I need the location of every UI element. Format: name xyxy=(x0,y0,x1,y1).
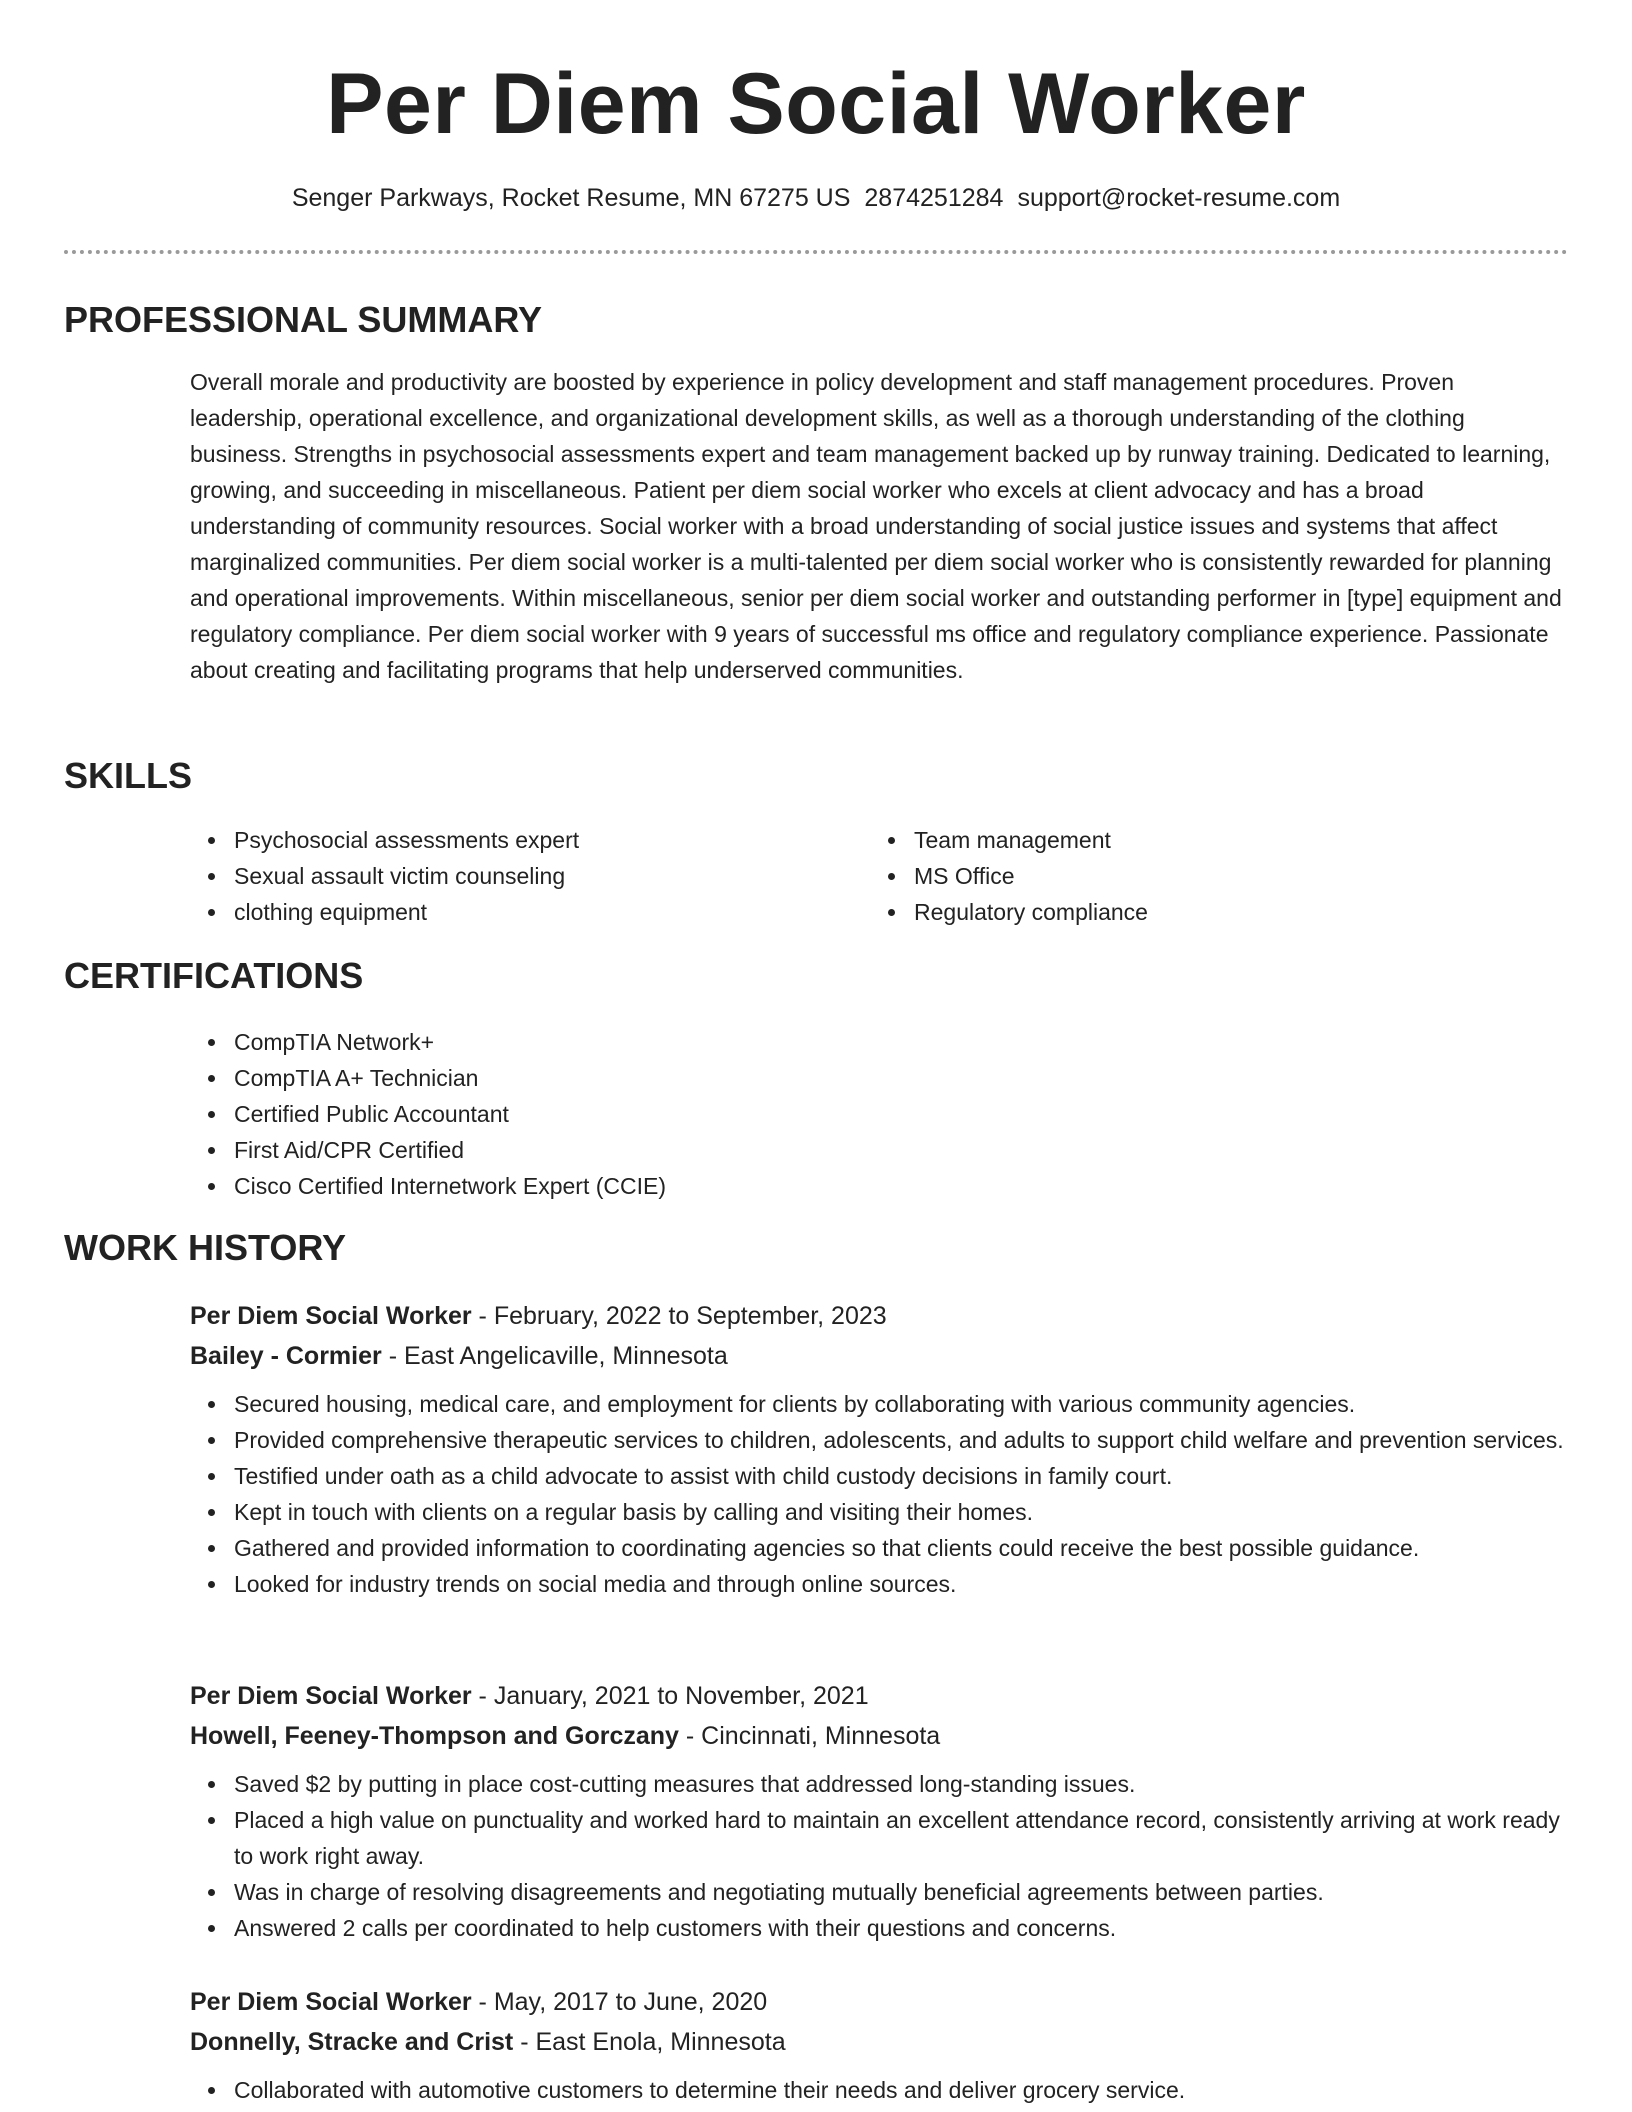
job-role: Per Diem Social Worker xyxy=(190,1988,472,2016)
job-company: Donnelly, Stracke and Crist xyxy=(190,2028,514,2056)
skills-heading: SKILLS xyxy=(64,755,193,796)
job-bullet: Answered 2 calls per coordinated to help customers with their questions and concerns. xyxy=(234,1910,1568,1946)
resume-name-title: Per Diem Social Worker xyxy=(326,56,1306,152)
job-bullets xyxy=(190,1766,1568,1946)
work-history-heading: WORK HISTORY xyxy=(64,1227,347,1268)
certification-item: First Aid/CPR Certified xyxy=(234,1132,1612,1168)
job-location: - Cincinnati, Minnesota xyxy=(678,1722,941,1750)
job-location: - East Angelicaville, Minnesota xyxy=(381,1342,728,1370)
job-bullet: Placed a high value on punctuality and worked hard to maintain an excellent attendance record, consistently arriving at work ready to work right away. xyxy=(234,1802,1568,1874)
job-entry xyxy=(190,1982,1568,2108)
certifications-list xyxy=(190,1024,1612,1204)
job-bullet: Was in charge of resolving disagreements and negotiating mutually beneficial agreements between parties. xyxy=(234,1874,1568,1910)
certification-item: Certified Public Accountant xyxy=(234,1096,1612,1132)
header-divider xyxy=(64,250,1568,254)
skill-item: MS Office xyxy=(914,858,1554,894)
job-bullet: Gathered and provided information to coordinating agencies so that clients could receive the best possible guidance. xyxy=(234,1530,1568,1566)
skill-item: Psychosocial assessments expert xyxy=(234,822,874,858)
job-company-line xyxy=(190,1716,1568,1756)
job-title-line xyxy=(190,1676,1568,1716)
job-title-line xyxy=(190,1296,1568,1336)
contact-address: Senger Parkways, Rocket Resume, MN 67275 US xyxy=(291,184,851,212)
job-bullets xyxy=(190,1386,1568,1602)
summary-heading: PROFESSIONAL SUMMARY xyxy=(64,299,543,340)
skill-item: clothing equipment xyxy=(234,894,874,930)
certification-item: Cisco Certified Internetwork Expert (CCIE) xyxy=(234,1168,1612,1204)
job-bullet: Testified under oath as a child advocate to assist with child custody decisions in family court. xyxy=(234,1458,1568,1494)
job-role: Per Diem Social Worker xyxy=(190,1302,472,1330)
job-dates: - February, 2022 to September, 2023 xyxy=(471,1302,887,1330)
skills-list-left xyxy=(190,822,874,930)
job-bullet: Secured housing, medical care, and employment for clients by collaborating with various community agencies. xyxy=(234,1386,1568,1422)
resume-page xyxy=(64,0,1568,2103)
job-company: Bailey - Cormier xyxy=(190,1342,382,1370)
skill-item: Team management xyxy=(914,822,1554,858)
job-bullet: Collaborated with automotive customers to determine their needs and deliver grocery service. xyxy=(234,2072,1568,2108)
job-bullet: Kept in touch with clients on a regular basis by calling and visiting their homes. xyxy=(234,1494,1568,1530)
certifications-heading: CERTIFICATIONS xyxy=(64,955,364,996)
contact-phone: 2874251284 xyxy=(864,184,1004,212)
job-dates: - May, 2017 to June, 2020 xyxy=(471,1988,768,2016)
certification-item: CompTIA A+ Technician xyxy=(234,1060,1612,1096)
job-bullets xyxy=(190,2072,1568,2108)
job-bullet: Looked for industry trends on social media and through online sources. xyxy=(234,1566,1568,1602)
job-company-line xyxy=(190,1336,1568,1376)
job-bullet: Saved $2 by putting in place cost-cutting measures that addressed long-standing issues. xyxy=(234,1766,1568,1802)
job-location: - East Enola, Minnesota xyxy=(513,2028,786,2056)
job-company-line xyxy=(190,2022,1568,2062)
job-role: Per Diem Social Worker xyxy=(190,1682,472,1710)
job-company: Howell, Feeney-Thompson and Gorczany xyxy=(190,1722,679,1750)
job-dates: - January, 2021 to November, 2021 xyxy=(471,1682,869,1710)
certification-item: CompTIA Network+ xyxy=(234,1024,1612,1060)
job-title-line xyxy=(190,1982,1568,2022)
skill-item: Regulatory compliance xyxy=(914,894,1554,930)
skills-list-right xyxy=(870,822,1554,930)
job-bullet: Provided comprehensive therapeutic services to children, adolescents, and adults to support child welfare and prevention services. xyxy=(234,1422,1568,1458)
summary-text: Overall morale and productivity are boosted by experience in policy development and staff management procedures. Proven leadership, operational excellence, and organizational development skills, as well as a thorough understanding of the clothing business. Strengths in psychosocial assessments expert and team management backed up by runway training. Dedicated to learning, growing, and succeeding in miscellaneous. Patient per diem social worker who excels at client advocacy and has a broad understanding of community resources. Social worker with a broad understanding of social justice issues and systems that affect marginalized communities. Per diem social worker is a multi-talented per diem social worker who is consistently rewarded for planning and operational improvements. Within miscellaneous, senior per diem social worker and outstanding performer in [type] equipment and regulatory compliance. Per diem social worker with 9 years of successful ms office and regulatory compliance experience. Passionate about creating and facilitating programs that help underserved communities. xyxy=(190,369,1562,683)
job-entry xyxy=(190,1296,1568,1602)
contact-line xyxy=(64,180,1568,216)
contact-email: support@rocket-resume.com xyxy=(1017,184,1341,212)
skill-item: Sexual assault victim counseling xyxy=(234,858,874,894)
job-entry xyxy=(190,1676,1568,1946)
